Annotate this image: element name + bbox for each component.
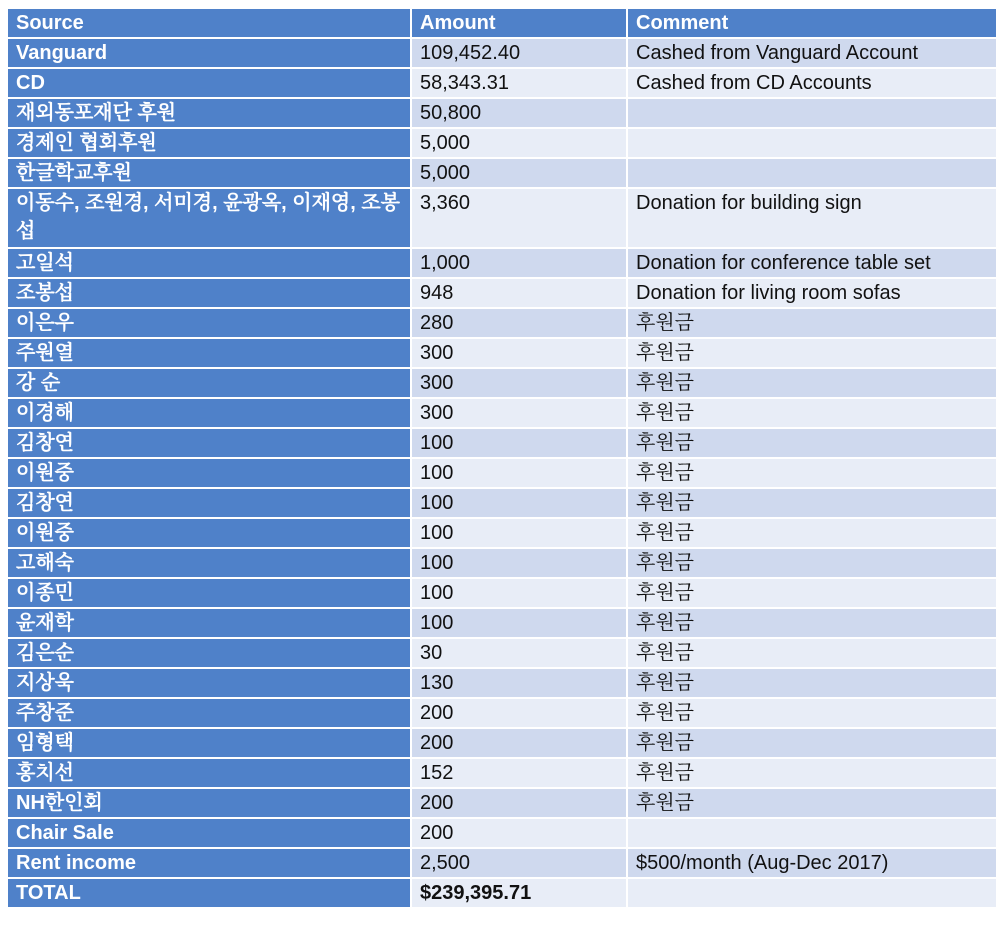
- source-cell: 경제인 협회후원: [7, 128, 411, 158]
- amount-cell: 2,500: [411, 848, 627, 878]
- amount-cell: 100: [411, 578, 627, 608]
- comment-cell: [627, 878, 997, 908]
- table-row: [7, 758, 997, 788]
- table-row: [7, 788, 997, 818]
- comment-cell: 후원금: [627, 368, 997, 398]
- source-cell: 홍치선: [7, 758, 411, 788]
- table-row: [7, 488, 997, 518]
- amount-cell: 109,452.40: [411, 38, 627, 68]
- column-header-comment: Comment: [627, 8, 997, 38]
- amount-cell: 152: [411, 758, 627, 788]
- table-row: [7, 728, 997, 758]
- comment-cell: 후원금: [627, 608, 997, 638]
- comment-cell: 후원금: [627, 578, 997, 608]
- comment-cell: 후원금: [627, 518, 997, 548]
- source-cell: 이동수, 조원경, 서미경, 윤광옥, 이재영, 조봉섭: [7, 188, 411, 248]
- source-cell: CD: [7, 68, 411, 98]
- comment-cell: 후원금: [627, 458, 997, 488]
- table-row: [7, 338, 997, 368]
- comment-cell: Cashed from Vanguard Account: [627, 38, 997, 68]
- comment-cell: 후원금: [627, 638, 997, 668]
- amount-cell: 300: [411, 338, 627, 368]
- table-row: [7, 278, 997, 308]
- amount-cell: 3,360: [411, 188, 627, 248]
- table-row: [7, 398, 997, 428]
- comment-cell: [627, 158, 997, 188]
- amount-cell: 100: [411, 428, 627, 458]
- source-cell: 강 순: [7, 368, 411, 398]
- comment-cell: 후원금: [627, 728, 997, 758]
- comment-cell: 후원금: [627, 488, 997, 518]
- table-row: [7, 38, 997, 68]
- table-row: [7, 368, 997, 398]
- amount-cell: 200: [411, 818, 627, 848]
- source-cell: 김창연: [7, 488, 411, 518]
- comment-cell: [627, 98, 997, 128]
- comment-cell: 후원금: [627, 758, 997, 788]
- source-cell: 고일석: [7, 248, 411, 278]
- source-cell: NH한인회: [7, 788, 411, 818]
- total-label-cell: TOTAL: [7, 878, 411, 908]
- source-cell: 주창준: [7, 698, 411, 728]
- amount-cell: 100: [411, 458, 627, 488]
- source-cell: 이원중: [7, 458, 411, 488]
- amount-cell: 1,000: [411, 248, 627, 278]
- source-cell: 임형택: [7, 728, 411, 758]
- source-cell: 김창연: [7, 428, 411, 458]
- table-header-row: [7, 8, 997, 38]
- table-row: [7, 638, 997, 668]
- amount-cell: 30: [411, 638, 627, 668]
- source-cell: 윤재학: [7, 608, 411, 638]
- source-cell: 주원열: [7, 338, 411, 368]
- source-cell: 이경해: [7, 398, 411, 428]
- amount-cell: 100: [411, 548, 627, 578]
- column-header-amount: Amount: [411, 8, 627, 38]
- amount-cell: 200: [411, 728, 627, 758]
- table-row: [7, 98, 997, 128]
- amount-cell: 50,800: [411, 98, 627, 128]
- table-row: [7, 248, 997, 278]
- comment-cell: [627, 818, 997, 848]
- source-cell: 이원중: [7, 518, 411, 548]
- amount-cell: 200: [411, 698, 627, 728]
- comment-cell: 후원금: [627, 308, 997, 338]
- source-cell: Rent income: [7, 848, 411, 878]
- source-cell: 조봉섭: [7, 278, 411, 308]
- comment-cell: 후원금: [627, 788, 997, 818]
- amount-cell: 130: [411, 668, 627, 698]
- amount-cell: 58,343.31: [411, 68, 627, 98]
- table-row: [7, 818, 997, 848]
- table-row: [7, 668, 997, 698]
- table-row: [7, 548, 997, 578]
- amount-cell: 200: [411, 788, 627, 818]
- comment-cell: 후원금: [627, 548, 997, 578]
- table-row: [7, 458, 997, 488]
- table-row: [7, 158, 997, 188]
- table-row: [7, 518, 997, 548]
- source-cell: 지상욱: [7, 668, 411, 698]
- table-row: [7, 188, 997, 248]
- source-cell: Vanguard: [7, 38, 411, 68]
- amount-cell: 5,000: [411, 128, 627, 158]
- amount-cell: 280: [411, 308, 627, 338]
- table-row: [7, 848, 997, 878]
- table-row: [7, 428, 997, 458]
- table-row: [7, 68, 997, 98]
- amount-cell: 100: [411, 518, 627, 548]
- comment-cell: Donation for conference table set: [627, 248, 997, 278]
- source-cell: Chair Sale: [7, 818, 411, 848]
- comment-cell: 후원금: [627, 338, 997, 368]
- amount-cell: 300: [411, 398, 627, 428]
- comment-cell: Cashed from CD Accounts: [627, 68, 997, 98]
- source-cell: 김은순: [7, 638, 411, 668]
- comment-cell: 후원금: [627, 398, 997, 428]
- source-cell: 재외동포재단 후원: [7, 98, 411, 128]
- table-row: [7, 128, 997, 158]
- funding-sources-table: [6, 7, 998, 909]
- comment-cell: 후원금: [627, 698, 997, 728]
- amount-cell: 300: [411, 368, 627, 398]
- comment-cell: Donation for living room sofas: [627, 278, 997, 308]
- source-cell: 고해숙: [7, 548, 411, 578]
- comment-cell: 후원금: [627, 428, 997, 458]
- table-row: [7, 578, 997, 608]
- source-cell: 한글학교후원: [7, 158, 411, 188]
- comment-cell: [627, 128, 997, 158]
- amount-cell: 100: [411, 608, 627, 638]
- comment-cell: $500/month (Aug-Dec 2017): [627, 848, 997, 878]
- source-cell: 이종민: [7, 578, 411, 608]
- total-amount-cell: $239,395.71: [411, 878, 627, 908]
- source-cell: 이은우: [7, 308, 411, 338]
- table-row: [7, 308, 997, 338]
- amount-cell: 948: [411, 278, 627, 308]
- comment-cell: 후원금: [627, 668, 997, 698]
- column-header-source: Source: [7, 8, 411, 38]
- table-row: [7, 698, 997, 728]
- amount-cell: 5,000: [411, 158, 627, 188]
- total-row: [7, 878, 997, 908]
- amount-cell: 100: [411, 488, 627, 518]
- comment-cell: Donation for building sign: [627, 188, 997, 248]
- table-row: [7, 608, 997, 638]
